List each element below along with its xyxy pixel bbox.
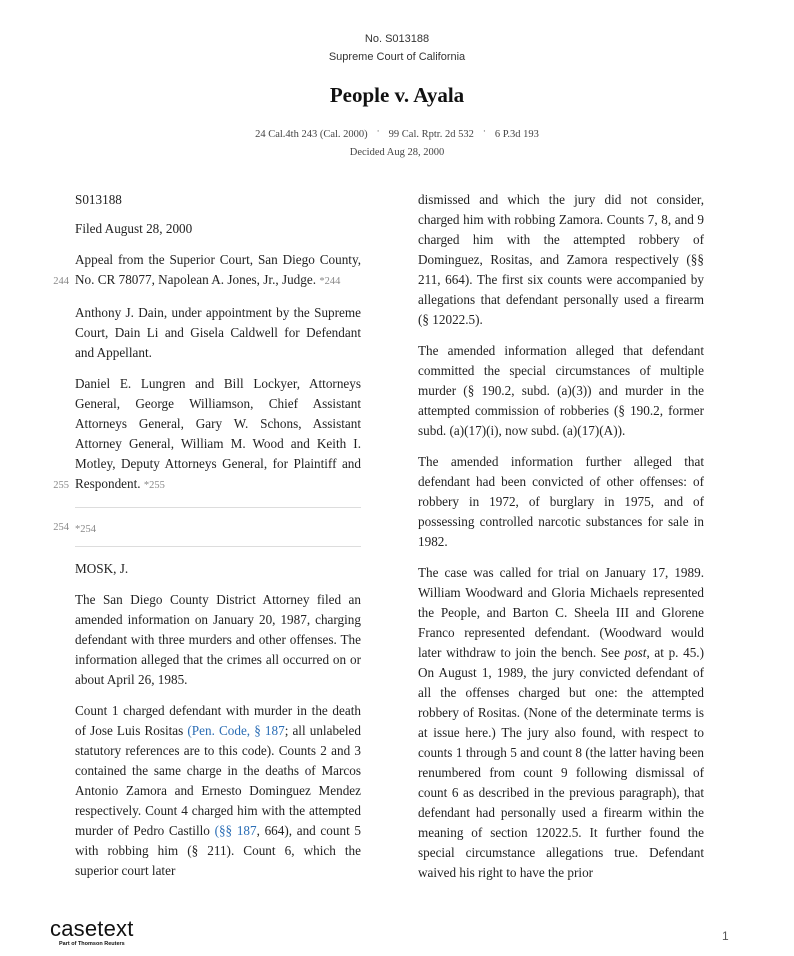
docket-number: S013188 (75, 192, 122, 207)
citation-p3d: 6 P.3d 193 (494, 129, 539, 140)
case-number: No. S013188 (364, 33, 430, 45)
margin-page-255: 255 (53, 480, 69, 491)
casetext-logo[interactable] (50, 918, 134, 948)
citation-separator: · (482, 126, 486, 136)
citation-separator: · (376, 126, 380, 136)
case-title: People v. Ayala (329, 83, 465, 107)
right-column (418, 190, 704, 894)
paragraph-text: Count 1 charged defendant with murder in the death of Jose Luis Rositas (75, 703, 361, 738)
citation-cal4th: 24 Cal.4th 243 (Cal. 2000) (255, 129, 368, 140)
page-break-row (53, 518, 361, 538)
logo-subtext: Part of Thomson Reuters (59, 941, 125, 947)
margin-page-254: 254 (53, 522, 69, 533)
opinion-paragraph: The amended information alleged that defendant committed the special circumstances of multiple murder (§ 190.2, subd. (a)(3)) and murder in the attempted commission of robberies (§ 190.2, former subd. (a)(17)(i), now subd. (a)(17)(A)). (418, 343, 704, 438)
italic-text: post (624, 645, 647, 660)
opinion-paragraph: The San Diego County District Attorney filed an amended information on January 20, 1987, charging defendant with three murders and other offenses. The information alleged that the crimes all occurred on or about April 26, 1985. (75, 592, 361, 687)
divider (75, 507, 361, 508)
opinion-paragraph (75, 701, 361, 881)
page-marker-254: *254 (75, 524, 96, 535)
page-number: 1 (722, 929, 729, 943)
page-marker-255: *255 (143, 480, 165, 491)
paragraph-text: , at p. 45.) On August 1, 1989, the jury convicted defendant of all the offenses charged but one: the attempted robbery of Rositas. (None of the determinate terms is at issue here.) The jury also found, with respect to counts 1 through 5 and count 8 (the latter having been renumbered from count 9 following dismissal of count 6 as described in the previous paragraph), that defendant had personally used a firearm within the meaning of section 12022.5. It further found the special circumstance allegations true. Defendant waived his right to have the prior (418, 645, 704, 880)
opinion-paragraph: dismissed and which the jury did not consider, charged him with robbing Zamora. Counts 7, 8, and 9 charged him with the attempted robbery of Dominguez, Rositas, and Zamora respectively (§§ 211, 664). The first six counts were accompanied by allegations that defendant personally used a firearm (§ 12022.5). (418, 192, 704, 327)
statute-link-pen-code-187[interactable]: (Pen. Code, § 187 (187, 723, 285, 738)
appeal-text: Appeal from the Superior Court, San Diego County, No. CR 78077, Napolean A. Jones, Jr., Judge. (75, 252, 361, 287)
divider (75, 546, 361, 547)
citation-calrptr: 99 Cal. Rptr. 2d 532 (388, 129, 474, 140)
paragraph-text: ; all unlabeled statutory references are to this code). Counts 2 and 3 contained the same charge in the deaths of Marcos Antonio Zamora and Ernesto Dominguez Mendez respectively. Count 4 charged him with the attempted murder of Pedro Castillo (75, 723, 361, 838)
paragraph-text: , 664), and count 5 with robbing him (§ 211). Count 6, which the superior court later (75, 823, 361, 878)
page-marker-244: *244 (319, 276, 341, 287)
margin-page-244: 244 (53, 276, 69, 287)
opinion-paragraph (418, 563, 704, 883)
court-name: Supreme Court of California (328, 51, 466, 63)
appeal-paragraph (53, 250, 361, 292)
appellant-counsel: Anthony J. Dain, under appointment by the Supreme Court, Dain Li and Gisela Caldwell for Defendant and Appellant. (75, 305, 361, 360)
left-column (53, 190, 361, 892)
respondent-counsel-paragraph (53, 374, 361, 496)
paragraph-text: The case was called for trial on January 17, 1989. William Woodward and Gloria Michaels represented the People, and Barton C. Sheela III and Glorene Franco represented defendant. (Woodward would later withdraw to join the bench. See (418, 565, 704, 660)
decided-date: Decided Aug 28, 2000 (349, 147, 445, 158)
respondent-counsel: Daniel E. Lungren and Bill Lockyer, Attorneys General, George Williamson, Chief Assistant Attorneys General, Gary W. Schons, Assistant Attorney General, William M. Wood and Keith I. Motley, Deputy Attorneys General, for Plaintiff and Respondent. (75, 376, 361, 491)
filed-date: Filed August 28, 2000 (75, 221, 193, 236)
logo-wordmark: casetext (50, 916, 134, 941)
opinion-paragraph: The amended information further alleged that defendant had been convicted of other offenses: of robbery in 1972, of burglary in 1975, and of possessing controlled narcotic substances for sale in 1982. (418, 454, 704, 549)
statute-link-187[interactable]: (§§ 187 (214, 823, 257, 838)
citations (0, 126, 794, 140)
opinion-author: MOSK, J. (75, 561, 129, 576)
